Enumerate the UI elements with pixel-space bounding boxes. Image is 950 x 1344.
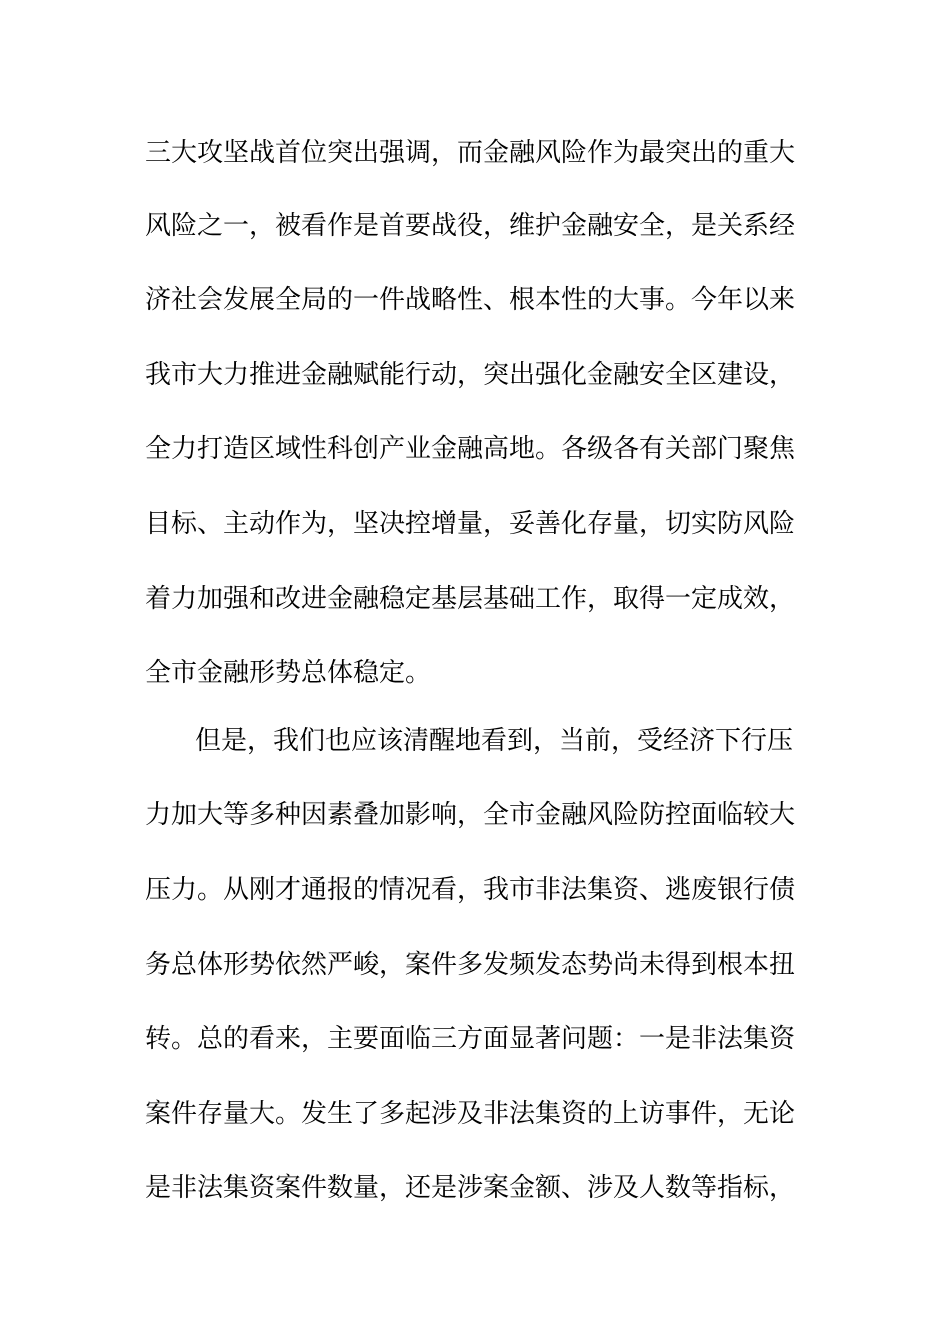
text-line: 案件存量大。发生了多起涉及非法集资的上访事件，无论 [145, 1099, 796, 1129]
paragraph-first-line: 但是，我们也应该清醒地看到，当前，受经济下行压 [195, 726, 794, 756]
text-line: 三大攻坚战首位突出强调，而金融风险作为最突出的重大 [145, 138, 796, 168]
text-line: 压力。从刚才通报的情况看，我市非法集资、逃废银行债 [145, 875, 796, 905]
text-line: 全市金融形势总体稳定。 [145, 658, 432, 688]
text-line: 着力加强和改进金融稳定基层基础工作，取得一定成效， [145, 584, 796, 614]
text-line: 目标、主动作为，坚决控增量，妥善化存量，切实防风险 [145, 509, 796, 539]
text-line: 全力打造区域性科创产业金融高地。各级各有关部门聚焦 [145, 434, 796, 464]
text-line: 是非法集资案件数量，还是涉案金额、涉及人数等指标， [145, 1173, 796, 1203]
text-line: 济社会发展全局的一件战略性、根本性的大事。今年以来 [145, 285, 796, 315]
text-line: 转。总的看来，主要面临三方面显著问题：一是非法集资 [145, 1024, 796, 1054]
text-line: 力加大等多种因素叠加影响，全市金融风险防控面临较大 [145, 800, 796, 830]
text-line: 风险之一，被看作是首要战役，维护金融安全，是关系经 [145, 211, 796, 241]
text-line: 务总体形势依然严峻，案件多发频发态势尚未得到根本扭 [145, 950, 796, 980]
text-line: 我市大力推进金融赋能行动，突出强化金融安全区建设， [145, 360, 796, 390]
